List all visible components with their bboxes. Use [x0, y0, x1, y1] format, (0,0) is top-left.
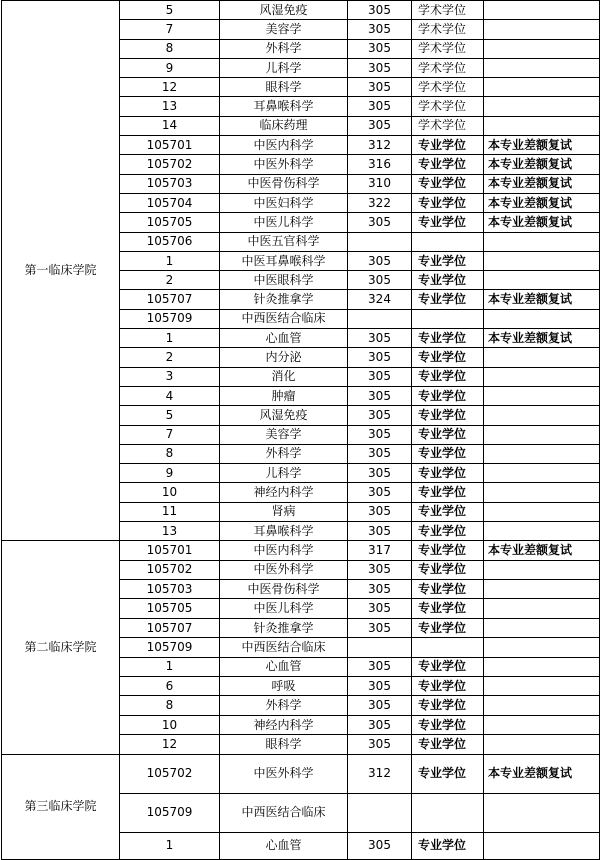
degree-cell: 专业学位	[412, 464, 484, 483]
note-cell	[484, 58, 600, 77]
score-cell: 305	[348, 425, 412, 444]
note-cell	[484, 677, 600, 696]
note-cell	[484, 271, 600, 290]
note-cell: 本专业差额复试	[484, 290, 600, 309]
major-cell: 中西医结合临床	[220, 309, 348, 328]
degree-cell: 专业学位	[412, 677, 484, 696]
note-cell	[484, 618, 600, 637]
major-cell: 风湿免疫	[220, 406, 348, 425]
code-cell: 1	[120, 329, 220, 348]
note-cell	[484, 580, 600, 599]
code-cell: 9	[120, 58, 220, 77]
table-row	[2, 541, 600, 560]
code-cell: 105709	[120, 793, 220, 832]
score-cell: 305	[348, 20, 412, 39]
major-cell: 耳鼻喉科学	[220, 522, 348, 541]
score-cell	[348, 309, 412, 328]
degree-cell: 学术学位	[412, 39, 484, 58]
code-cell: 7	[120, 425, 220, 444]
degree-cell: 专业学位	[412, 348, 484, 367]
degree-cell: 专业学位	[412, 193, 484, 212]
major-cell: 呼吸	[220, 677, 348, 696]
code-cell: 105702	[120, 155, 220, 174]
degree-cell: 专业学位	[412, 290, 484, 309]
note-cell	[484, 522, 600, 541]
degree-cell	[412, 638, 484, 657]
note-cell	[484, 367, 600, 386]
degree-cell: 专业学位	[412, 522, 484, 541]
score-cell: 305	[348, 329, 412, 348]
degree-cell: 专业学位	[412, 754, 484, 793]
score-cell: 305	[348, 386, 412, 405]
major-cell: 中医耳鼻喉科学	[220, 251, 348, 270]
major-cell: 中医骨伤科学	[220, 174, 348, 193]
score-cell: 305	[348, 696, 412, 715]
code-cell: 105701	[120, 541, 220, 560]
score-cell: 305	[348, 78, 412, 97]
note-cell	[484, 464, 600, 483]
code-cell: 105706	[120, 232, 220, 251]
note-cell: 本专业差额复试	[484, 155, 600, 174]
major-cell: 外科学	[220, 444, 348, 463]
major-cell: 针灸推拿学	[220, 618, 348, 637]
degree-cell: 学术学位	[412, 20, 484, 39]
score-cell: 305	[348, 444, 412, 463]
score-cell: 305	[348, 560, 412, 579]
note-cell	[484, 232, 600, 251]
degree-cell: 专业学位	[412, 155, 484, 174]
major-cell: 眼科学	[220, 735, 348, 754]
score-cell: 324	[348, 290, 412, 309]
code-cell: 8	[120, 696, 220, 715]
score-cell: 312	[348, 136, 412, 155]
major-cell: 中医儿科学	[220, 213, 348, 232]
score-cell	[348, 638, 412, 657]
code-cell: 5	[120, 406, 220, 425]
note-cell	[484, 425, 600, 444]
major-cell: 中医五官科学	[220, 232, 348, 251]
code-cell: 13	[120, 522, 220, 541]
code-cell: 105703	[120, 174, 220, 193]
degree-cell: 专业学位	[412, 386, 484, 405]
table-row	[2, 1, 600, 20]
degree-cell: 专业学位	[412, 696, 484, 715]
degree-cell: 专业学位	[412, 213, 484, 232]
code-cell: 105702	[120, 754, 220, 793]
code-cell: 10	[120, 483, 220, 502]
score-cell: 305	[348, 271, 412, 290]
score-cell: 317	[348, 541, 412, 560]
note-cell	[484, 444, 600, 463]
note-cell	[484, 20, 600, 39]
code-cell: 9	[120, 464, 220, 483]
major-cell: 中医内科学	[220, 541, 348, 560]
code-cell: 1	[120, 832, 220, 859]
score-cell: 310	[348, 174, 412, 193]
code-cell: 105709	[120, 309, 220, 328]
code-cell: 105705	[120, 599, 220, 618]
degree-cell: 专业学位	[412, 483, 484, 502]
degree-cell: 专业学位	[412, 251, 484, 270]
major-cell: 心血管	[220, 832, 348, 859]
score-cell: 305	[348, 522, 412, 541]
degree-cell: 专业学位	[412, 580, 484, 599]
score-cell: 305	[348, 483, 412, 502]
degree-cell	[412, 309, 484, 328]
score-cell: 305	[348, 367, 412, 386]
major-cell: 内分泌	[220, 348, 348, 367]
code-cell: 2	[120, 271, 220, 290]
note-cell	[484, 638, 600, 657]
major-cell: 肾病	[220, 502, 348, 521]
major-cell: 临床药理	[220, 116, 348, 135]
code-cell: 105704	[120, 193, 220, 212]
code-cell: 105705	[120, 213, 220, 232]
score-cell: 305	[348, 832, 412, 859]
code-cell: 105702	[120, 560, 220, 579]
note-cell	[484, 251, 600, 270]
code-cell: 4	[120, 386, 220, 405]
degree-cell: 专业学位	[412, 541, 484, 560]
score-cell: 305	[348, 116, 412, 135]
code-cell: 5	[120, 1, 220, 20]
score-cell: 305	[348, 58, 412, 77]
major-cell: 美容学	[220, 20, 348, 39]
score-cell: 305	[348, 251, 412, 270]
score-cell: 312	[348, 754, 412, 793]
college-cell: 第一临床学院	[2, 1, 120, 541]
degree-cell: 专业学位	[412, 599, 484, 618]
score-cell: 305	[348, 657, 412, 676]
note-cell	[484, 735, 600, 754]
note-cell	[484, 116, 600, 135]
note-cell	[484, 502, 600, 521]
major-cell: 耳鼻喉科学	[220, 97, 348, 116]
major-cell: 外科学	[220, 39, 348, 58]
score-cell: 305	[348, 39, 412, 58]
degree-cell: 专业学位	[412, 174, 484, 193]
major-cell: 中医儿科学	[220, 599, 348, 618]
code-cell: 10	[120, 715, 220, 734]
note-cell: 本专业差额复试	[484, 213, 600, 232]
score-cell: 305	[348, 677, 412, 696]
note-cell	[484, 715, 600, 734]
degree-cell: 专业学位	[412, 136, 484, 155]
note-cell	[484, 78, 600, 97]
code-cell: 105701	[120, 136, 220, 155]
code-cell: 7	[120, 20, 220, 39]
degree-cell: 专业学位	[412, 618, 484, 637]
score-cell: 305	[348, 735, 412, 754]
major-cell: 中医外科学	[220, 155, 348, 174]
major-cell: 神经内科学	[220, 715, 348, 734]
note-cell: 本专业差额复试	[484, 329, 600, 348]
score-cell: 305	[348, 715, 412, 734]
code-cell: 1	[120, 657, 220, 676]
note-cell	[484, 483, 600, 502]
note-cell	[484, 793, 600, 832]
code-cell: 105707	[120, 290, 220, 309]
major-cell: 中医妇科学	[220, 193, 348, 212]
major-cell: 风湿免疫	[220, 1, 348, 20]
major-cell: 中西医结合临床	[220, 793, 348, 832]
code-cell: 105709	[120, 638, 220, 657]
note-cell	[484, 386, 600, 405]
table-body	[2, 1, 600, 860]
major-cell: 儿科学	[220, 58, 348, 77]
note-cell: 本专业差额复试	[484, 541, 600, 560]
degree-cell: 专业学位	[412, 444, 484, 463]
major-cell: 美容学	[220, 425, 348, 444]
degree-cell	[412, 232, 484, 251]
score-cell: 305	[348, 599, 412, 618]
college-cell: 第三临床学院	[2, 754, 120, 859]
major-cell: 中医外科学	[220, 754, 348, 793]
code-cell: 13	[120, 97, 220, 116]
note-cell: 本专业差额复试	[484, 136, 600, 155]
major-cell: 中医内科学	[220, 136, 348, 155]
degree-cell: 学术学位	[412, 97, 484, 116]
score-cell: 305	[348, 580, 412, 599]
note-cell	[484, 1, 600, 20]
code-cell: 12	[120, 735, 220, 754]
score-cell: 305	[348, 406, 412, 425]
score-cell	[348, 793, 412, 832]
degree-cell: 专业学位	[412, 502, 484, 521]
major-cell: 心血管	[220, 329, 348, 348]
degree-cell: 专业学位	[412, 329, 484, 348]
degree-cell: 专业学位	[412, 425, 484, 444]
major-cell: 儿科学	[220, 464, 348, 483]
degree-cell	[412, 793, 484, 832]
score-cell: 305	[348, 1, 412, 20]
note-cell	[484, 696, 600, 715]
note-cell	[484, 348, 600, 367]
code-cell: 6	[120, 677, 220, 696]
note-cell	[484, 560, 600, 579]
major-cell: 心血管	[220, 657, 348, 676]
admission-score-table	[1, 0, 600, 860]
code-cell: 14	[120, 116, 220, 135]
major-cell: 肿瘤	[220, 386, 348, 405]
degree-cell: 学术学位	[412, 58, 484, 77]
degree-cell: 学术学位	[412, 116, 484, 135]
note-cell	[484, 599, 600, 618]
note-cell: 本专业差额复试	[484, 193, 600, 212]
degree-cell: 专业学位	[412, 832, 484, 859]
code-cell: 105707	[120, 618, 220, 637]
note-cell	[484, 309, 600, 328]
degree-cell: 专业学位	[412, 715, 484, 734]
major-cell: 神经内科学	[220, 483, 348, 502]
major-cell: 中医外科学	[220, 560, 348, 579]
code-cell: 1	[120, 251, 220, 270]
note-cell	[484, 97, 600, 116]
note-cell: 本专业差额复试	[484, 174, 600, 193]
note-cell	[484, 406, 600, 425]
major-cell: 眼科学	[220, 78, 348, 97]
major-cell: 外科学	[220, 696, 348, 715]
score-cell: 305	[348, 618, 412, 637]
major-cell: 针灸推拿学	[220, 290, 348, 309]
code-cell: 105703	[120, 580, 220, 599]
note-cell: 本专业差额复试	[484, 754, 600, 793]
score-cell	[348, 232, 412, 251]
degree-cell: 专业学位	[412, 271, 484, 290]
score-cell: 305	[348, 97, 412, 116]
degree-cell: 专业学位	[412, 367, 484, 386]
degree-cell: 专业学位	[412, 657, 484, 676]
code-cell: 8	[120, 444, 220, 463]
degree-cell: 学术学位	[412, 1, 484, 20]
score-cell: 322	[348, 193, 412, 212]
college-cell: 第二临床学院	[2, 541, 120, 754]
code-cell: 11	[120, 502, 220, 521]
score-cell: 305	[348, 348, 412, 367]
score-cell: 305	[348, 502, 412, 521]
note-cell	[484, 657, 600, 676]
major-cell: 中医眼科学	[220, 271, 348, 290]
code-cell: 12	[120, 78, 220, 97]
note-cell	[484, 832, 600, 859]
score-cell: 305	[348, 464, 412, 483]
degree-cell: 专业学位	[412, 406, 484, 425]
degree-cell: 专业学位	[412, 560, 484, 579]
table-row	[2, 754, 600, 793]
code-cell: 2	[120, 348, 220, 367]
major-cell: 消化	[220, 367, 348, 386]
degree-cell: 专业学位	[412, 735, 484, 754]
major-cell: 中西医结合临床	[220, 638, 348, 657]
major-cell: 中医骨伤科学	[220, 580, 348, 599]
score-cell: 316	[348, 155, 412, 174]
note-cell	[484, 39, 600, 58]
score-cell: 305	[348, 213, 412, 232]
degree-cell: 学术学位	[412, 78, 484, 97]
code-cell: 8	[120, 39, 220, 58]
code-cell: 3	[120, 367, 220, 386]
